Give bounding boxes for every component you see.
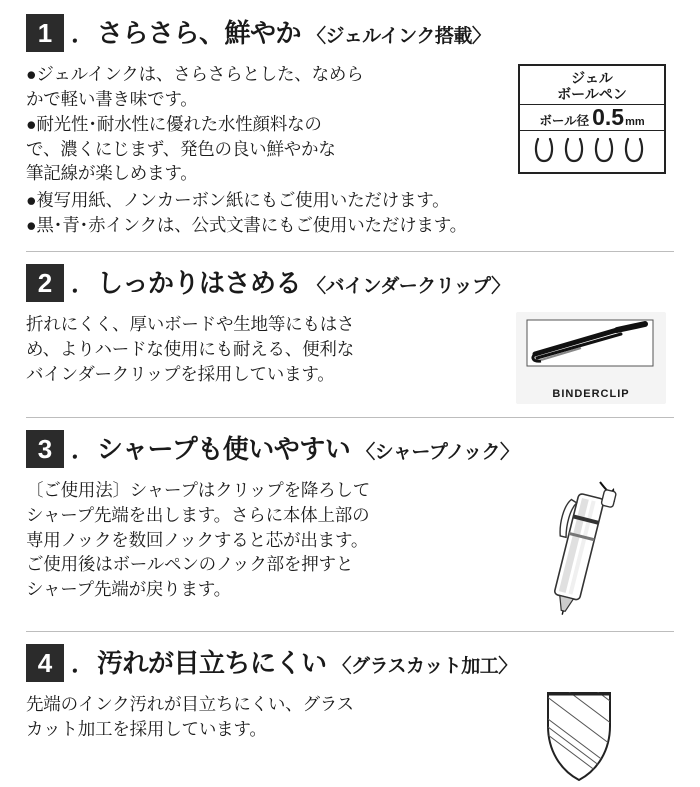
section-3-line-2: シャープ先端を出します。さらに本体上部の bbox=[26, 504, 370, 525]
section-3-line-1: 〔ご使用法〕シャープはクリップを降ろして bbox=[26, 479, 371, 500]
section-4-title: 汚れが目立ちにくい bbox=[97, 647, 327, 678]
section-3-number: 3 bbox=[26, 430, 64, 468]
section-2-line-1: 折れにくく、厚いボードや生地等にもはさ bbox=[26, 313, 355, 334]
ink-scribble-icon bbox=[532, 135, 652, 170]
section-3-content bbox=[26, 478, 674, 618]
section-3-title: シャープも使いやすい bbox=[97, 433, 351, 464]
section-2-text bbox=[26, 312, 496, 387]
binder-clip-icon bbox=[521, 314, 661, 380]
divider-2 bbox=[26, 417, 674, 418]
section-1-line-2: かで軽い書き味です。 bbox=[26, 88, 198, 109]
section-4-line-2: カット加工を採用しています。 bbox=[26, 718, 267, 739]
section-2-header bbox=[26, 264, 674, 302]
section-1-line-7: ●黒･青･赤インクは、公式文書にもご使用いただけます。 bbox=[26, 215, 467, 236]
section-1-number: 1 bbox=[26, 14, 64, 52]
glass-cut-tip-illustration bbox=[514, 692, 664, 782]
spec-box-line-2: ボールペン bbox=[557, 86, 627, 103]
section-2-line-2: め、よりハードな使用にも耐える、便利な bbox=[26, 338, 354, 359]
section-1-line-1: ●ジェルインクは、さらさらとした、なめら bbox=[26, 64, 364, 84]
section-4-title-group bbox=[64, 644, 517, 682]
section-1-header bbox=[26, 14, 674, 52]
section-4-subtitle: 〈グラスカット加工〉 bbox=[332, 655, 517, 677]
section-1-title-group bbox=[64, 14, 490, 52]
binder-clip-illustration bbox=[516, 312, 666, 404]
sharp-knock-icon bbox=[514, 478, 664, 618]
divider-1 bbox=[26, 251, 674, 252]
section-2-content bbox=[26, 312, 674, 404]
sharp-knock-illustration bbox=[514, 478, 664, 618]
section-1-dot: ． bbox=[71, 20, 97, 48]
section-3-title-group bbox=[64, 430, 519, 468]
section-1-extra-text bbox=[26, 188, 674, 238]
gel-ballpoint-spec-box bbox=[518, 64, 666, 174]
section-3-subtitle: 〈シャープノック〉 bbox=[356, 441, 519, 463]
feature-section-2 bbox=[26, 264, 674, 404]
section-2-title: しっかりはさめる bbox=[97, 267, 302, 298]
glass-cut-tip-icon bbox=[514, 692, 664, 782]
section-1-line-3: ●耐光性･耐水性に優れた水性顔料なの bbox=[26, 113, 322, 134]
section-4-header bbox=[26, 644, 674, 682]
divider-3 bbox=[26, 631, 674, 632]
section-3-header bbox=[26, 430, 674, 468]
section-1-line-4: で、濃くにじまず、発色の良い鮮やかな bbox=[26, 138, 336, 159]
section-4-number: 4 bbox=[26, 644, 64, 682]
section-4-dot: ． bbox=[71, 649, 97, 678]
section-1-line-6: ●複写用紙、ノンカーボン紙にもご使用いただけます。 bbox=[26, 190, 450, 211]
section-1-text bbox=[26, 62, 496, 186]
section-1-title: さらさら、鮮やか bbox=[97, 18, 302, 48]
section-4-content bbox=[26, 692, 674, 782]
section-2-line-3: バインダークリップを採用しています。 bbox=[26, 363, 335, 384]
ball-diameter-label: ボール径 bbox=[539, 114, 590, 129]
section-3-line-5: シャープ先端が戻ります。 bbox=[26, 579, 231, 600]
section-4-line-1: 先端のインク汚れが目立ちにくい、グラス bbox=[26, 693, 354, 714]
section-3-line-3: 専用ノックを数回ノックすると芯が出ます。 bbox=[26, 529, 369, 550]
section-1-content bbox=[26, 62, 674, 186]
section-3-text bbox=[26, 478, 496, 602]
spec-box-ball-diameter bbox=[520, 104, 664, 131]
section-1-line-5: 筆記線が楽しめます。 bbox=[26, 163, 198, 184]
section-2-dot: ． bbox=[71, 269, 97, 298]
ball-diameter-value: 0.5 bbox=[592, 104, 625, 131]
section-3-dot: ． bbox=[71, 435, 97, 464]
binder-clip-caption: BINDERCLIP bbox=[552, 387, 630, 400]
ball-diameter-unit: mm bbox=[625, 116, 645, 129]
section-2-number: 2 bbox=[26, 264, 64, 302]
feature-section-3 bbox=[26, 430, 674, 618]
section-2-title-group bbox=[64, 264, 510, 302]
section-2-subtitle: 〈バインダークリップ〉 bbox=[307, 275, 510, 297]
section-3-line-4: ご使用後はボールペンのノック部を押すと bbox=[26, 554, 354, 575]
spec-box-line-1: ジェル bbox=[571, 70, 613, 86]
feature-section-1 bbox=[26, 14, 674, 238]
section-4-text bbox=[26, 692, 496, 742]
section-1-subtitle: 〈ジェルインク搭載〉 bbox=[307, 26, 491, 47]
feature-section-4 bbox=[26, 644, 674, 782]
